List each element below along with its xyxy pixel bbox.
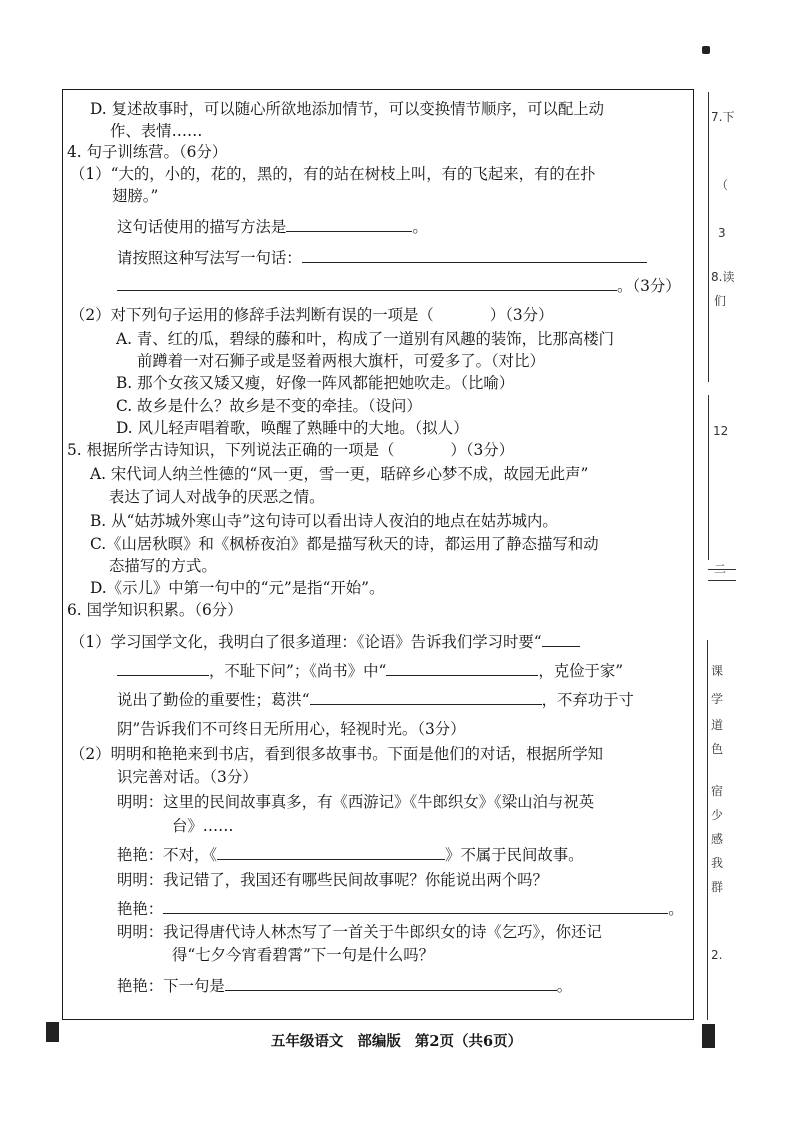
q4-1-sentence-line2: 翅膀。” (112, 187, 159, 205)
q4-1-imitate-line2 (117, 276, 681, 296)
q6-2-yanyan-3-pre: 艳艳：下一句是 (117, 977, 225, 995)
q4-1-method-period: 。 (412, 218, 428, 236)
q5-option-b: B. 从“姑苏城外寒山寺”这句诗可以看出诗人夜泊的地点在姑苏城内。 (90, 512, 558, 530)
q6-1-shangshu-text: ，不耻下问”；《尚书》中“ (209, 662, 387, 680)
q6-2-mingming-1-cont: 台》…… (172, 817, 234, 835)
prev-option-d-line2: 作、表情…… (110, 122, 203, 140)
q4-1-imitate-blank-1[interactable] (302, 248, 647, 263)
adjacent-page-text-16: 群 (711, 880, 724, 894)
footer-page-number: 第2页（共6页） (414, 1033, 523, 1050)
q6-2-blank-poem[interactable] (225, 976, 557, 991)
adjacent-page-text-13: 少 (711, 808, 724, 822)
q4-2-score: ）（3分） (489, 306, 554, 324)
adjacent-page-text-3: 3 (718, 226, 726, 240)
q4-1-sentence-line1: （1）“大的，小的，花的，黑的，有的站在树枝上叫，有的飞起来，有的在扑 (70, 165, 596, 183)
scan-speck (702, 46, 710, 54)
footer-grade-subject: 五年级语文 (270, 1033, 344, 1050)
adjacent-page-text-7: 二 (714, 562, 727, 576)
q6-1-blank-2[interactable] (386, 661, 538, 676)
adjacent-page-text-15: 我 (711, 856, 724, 870)
q6-2-yanyan-1 (117, 845, 584, 865)
adjacent-page-text-9: 学 (711, 692, 724, 706)
q6-2-mingming-3-cont: 得“七夕今宵看碧霄”下一句是什么吗？ (172, 946, 434, 964)
adjacent-page-border-1 (708, 92, 709, 382)
q4-2-option-b: B. 那个女孩又矮又瘦，好像一阵风都能把她吹走。（比喻） (116, 374, 515, 392)
q4-1-imitate-label: 请按照这种写法写一句话： (117, 249, 302, 267)
question-4-title: 4. 句子训练营。（6分） (67, 143, 228, 161)
q6-2-yanyan-1-post: 》不属于民间故事。 (445, 846, 584, 864)
q6-1-line1 (70, 632, 580, 652)
q6-2-line2: 识完善对话。（3分） (117, 768, 258, 786)
q5-question-text: 5. 根据所学古诗知识，下列说法正确的一项是（ (67, 441, 395, 459)
q4-2-option-a-line1: A. 青、红的瓜，碧绿的藤和叶，构成了一道别有风趣的装饰，比那高楼门 (116, 330, 615, 348)
q6-1-line3 (117, 690, 634, 710)
question-6-title: 6. 国学知识积累。（6分） (67, 601, 243, 619)
q6-1-blank-3[interactable] (310, 690, 542, 705)
adjacent-page-text-5: 们 (714, 294, 727, 308)
q4-1-imitate-blank-2[interactable] (117, 276, 617, 291)
page-footer (0, 1030, 793, 1051)
adjacent-page-text-6: 12 (713, 424, 729, 438)
q6-2-yanyan-2 (117, 899, 684, 919)
q6-1-blank-1b[interactable] (117, 661, 209, 676)
adjacent-page-text-17: 2. (711, 948, 723, 962)
q6-1-lunyu-text: （1）学习国学文化，我明白了很多道理：《论语》告诉我们学习时要“ (70, 633, 542, 651)
q6-1-gehong-text: 说出了勤俭的重要性；葛洪“ (117, 691, 310, 709)
q6-2-yanyan-2-pre: 艳艳： (117, 900, 164, 918)
q4-2-question (70, 305, 553, 325)
adjacent-page-border-3 (707, 640, 708, 1020)
q4-1-method-label: 这句话使用的描写方法是 (117, 218, 287, 236)
q6-1-buqi-text: ，不弃功于寸 (541, 691, 634, 709)
adjacent-page-text-1: 7.下 (711, 110, 735, 124)
q6-2-mingming-2: 明明：我记错了，我国还有哪些民间故事呢？你能说出两个吗？ (117, 871, 548, 889)
q6-2-blank-stories[interactable] (163, 899, 668, 914)
adjacent-page-border-2 (708, 395, 709, 560)
q4-1-method-question (117, 217, 428, 237)
adjacent-page-text-14: 感 (711, 832, 724, 846)
q4-2-question-text: （2）对下列句子运用的修辞手法判断有误的一项是（ (70, 306, 434, 324)
q6-2-blank-book[interactable] (217, 845, 445, 860)
adjacent-page-text-11: 色 (711, 742, 724, 756)
q5-option-d: D.《示儿》中第一句中的“元”是指“开始”。 (90, 579, 385, 597)
q6-2-line1: （2）明明和艳艳来到书店，看到很多故事书。下面是他们的对话，根据所学知 (70, 745, 604, 763)
adjacent-page-text-4: 8.读 (711, 270, 735, 284)
q6-1-line4: 阴”告诉我们不可终日无所用心，轻视时光。（3分） (117, 720, 466, 738)
q4-1-method-blank[interactable] (286, 217, 412, 232)
q5-option-c-line1: C.《山居秋暝》和《枫桥夜泊》都是描写秋天的诗，都运用了静态描写和动 (90, 535, 599, 553)
adjacent-page-text-2: （ (716, 178, 729, 192)
q6-2-mingming-3: 明明：我记得唐代诗人林杰写了一首关于牛郎织女的诗《乞巧》，你还记 (117, 923, 602, 941)
q6-1-blank-1a[interactable] (542, 632, 580, 647)
q4-1-imitate-prompt (117, 248, 647, 268)
q5-option-a-line1: A. 宋代词人纳兰性德的“风一更，雪一更，聒碎乡心梦不成，故园无此声” (90, 465, 589, 483)
q6-2-yanyan-3 (117, 976, 572, 996)
q6-2-mingming-1: 明明：这里的民间故事真多，有《西游记》《牛郎织女》《梁山泊与祝英 (117, 793, 595, 811)
footer-edition: 部编版 (357, 1033, 401, 1050)
q6-2-yanyan-1-pre: 艳艳：不对，《 (117, 846, 218, 864)
q6-1-line2 (117, 661, 623, 681)
q6-1-kejian-text: ，克俭于家” (538, 662, 624, 680)
q6-2-yanyan-3-post: 。 (556, 977, 573, 995)
q6-2-yanyan-2-post: 。 (668, 900, 684, 918)
q4-2-option-c: C. 故乡是什么？故乡是不变的牵挂。（设问） (116, 397, 422, 415)
q4-2-option-a-line2: 前蹲着一对石狮子或是竖着两根大旗杆，可爱多了。（对比） (137, 352, 545, 370)
q4-2-option-d: D. 风儿轻声唱着歌，唤醒了熟睡中的大地。（拟人） (116, 419, 469, 437)
q5-option-c-line2: 态描写的方式。 (109, 557, 217, 575)
prev-option-d-line1: D. 复述故事时，可以随心所欲地添加情节，可以变换情节顺序，可以配上动 (90, 100, 605, 118)
q4-1-score: 。（3分） (617, 277, 681, 295)
adjacent-page-text-8: 课 (711, 664, 724, 678)
question-5-title (67, 440, 514, 460)
adjacent-page-rule-2 (708, 580, 736, 581)
adjacent-page-text-10: 道 (711, 718, 724, 732)
q5-option-a-line2: 表达了词人对战争的厌恶之情。 (109, 488, 325, 506)
q5-score: ）（3分） (450, 441, 515, 459)
adjacent-page-text-12: 宿 (711, 784, 724, 798)
